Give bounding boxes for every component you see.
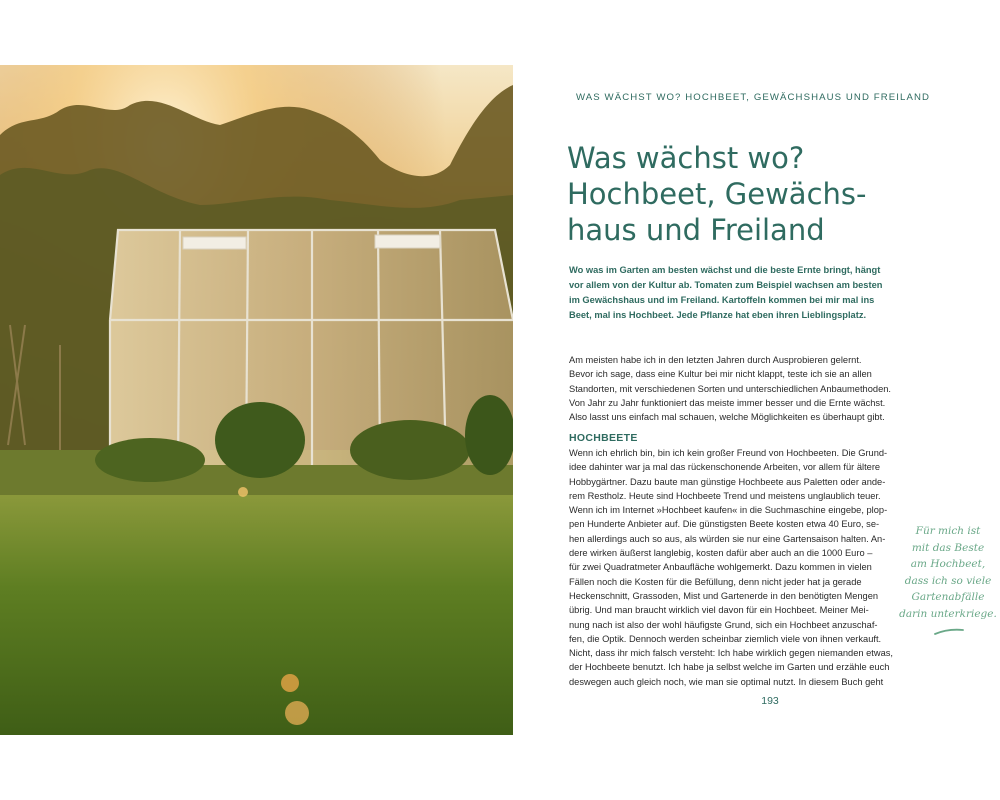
greenhouse-photo-drawing bbox=[0, 65, 513, 735]
handwritten-side-note bbox=[898, 523, 998, 622]
chapter-title-line: Hochbeet, Gewächs- bbox=[567, 177, 867, 211]
body-line: Also lasst uns einfach mal schauen, welche Möglichkeiten es überhaupt gibt. bbox=[569, 412, 885, 423]
chapter-title bbox=[567, 140, 907, 248]
body-line: Standorten, mit verschiedenen Sorten und unterschiedlichen Anbaumethoden. bbox=[569, 383, 891, 394]
running-head: WAS WÄCHST WO? HOCHBEET, GEWÄCHSHAUS UND FREILAND bbox=[576, 92, 930, 103]
side-note-line: darin unterkriege. bbox=[899, 607, 997, 620]
side-note-line: dass ich so viele bbox=[904, 574, 992, 587]
body-line: der Hochbeete benutzt. Ich habe ja selbst welche im Garten und erzähle euch bbox=[569, 662, 890, 673]
body-line: übrig. Und man braucht wirklich viel davon für ein Hochbeet. Meiner Mei- bbox=[569, 605, 869, 616]
intro-line: Wo was im Garten am besten wächst und die beste Ernte bringt, hängt bbox=[569, 265, 881, 275]
body-line: Heckenschnitt, Grassoden, Mist und Gartenerde in den benötigten Mengen bbox=[569, 590, 879, 601]
side-note-line: Für mich ist bbox=[915, 525, 981, 537]
body-line: rem Restholz. Heute sind Hochbeete Trend und meistens unglaublich teuer. bbox=[569, 490, 881, 501]
greenhouse-photo bbox=[0, 65, 513, 735]
body-paragraph-1 bbox=[569, 353, 899, 424]
body-line: fen, die Optik. Dennoch werden scheinbar ziemlich viele von ihnen verkauft. bbox=[569, 633, 882, 644]
body-line: dere wirken äußerst langlebig, kosten dafür aber auch an die 1000 Euro – bbox=[569, 548, 873, 559]
intro-line: vor allem von der Kultur ab. Tomaten zum Beispiel wachsen am besten bbox=[569, 280, 883, 290]
body-line: idee dahinter war ja mal das rückenschonende Arbeiten, vor allem für ältere bbox=[569, 462, 881, 473]
body-line: Wenn ich im Internet »Hochbeet kaufen« in die Suchmaschine eingebe, plop- bbox=[569, 505, 888, 516]
swash-underline-icon bbox=[934, 627, 964, 637]
body-line: für zwei Quadratmeter Anbaufläche wohlgemerkt. Dazu kommen in vielen bbox=[569, 562, 872, 573]
body-line: deswegen auch gleich noch, wie man sie optimal nutzt. In diesem Buch geht bbox=[569, 676, 884, 687]
body-line: pen Hunderte Anbieter auf. Die günstigsten Beete kosten etwa 40 Euro, se- bbox=[569, 519, 880, 530]
section-heading: HOCHBEETE bbox=[569, 432, 638, 444]
intro-line: im Gewächshaus und im Freiland. Kartoffeln kommen bei mir mal ins bbox=[569, 295, 875, 305]
body-line: hen allerdings auch so aus, als würden sie nur eine Gartensaison halten. An- bbox=[569, 533, 886, 544]
body-line: Wenn ich ehrlich bin, bin ich kein großer Freund von Hochbeeten. Die Grund- bbox=[569, 448, 888, 458]
side-note-line: Gartenabfälle bbox=[911, 591, 985, 603]
body-line: Hobbygärtner. Dazu baute man günstige Hochbeete aus Paletten oder ande- bbox=[569, 476, 886, 487]
chapter-title-line: haus und Freiland bbox=[567, 213, 825, 247]
intro-paragraph bbox=[569, 263, 909, 323]
intro-line: Beet, mal ins Hochbeet. Jede Pflanze hat eben ihren Lieblingsplatz. bbox=[569, 310, 867, 320]
side-note-line: mit das Beste bbox=[911, 541, 985, 554]
body-line: Bevor ich sage, dass eine Kultur bei mir nicht klappt, teste ich sie an allen bbox=[569, 369, 872, 380]
body-line: nung nach ist also der wohl häufigste Grund, sich ein Hochbeet anzuschaf- bbox=[569, 619, 878, 630]
body-line: Von Jahr zu Jahr funktioniert das meiste immer besser und die Ernte wächst. bbox=[569, 397, 886, 408]
body-line: Nicht, dass ihr mich falsch versteht: Ich habe wirklich gegen niemanden etwas, bbox=[569, 648, 893, 659]
chapter-title-line: Was wächst wo? bbox=[567, 141, 805, 175]
body-line: Am meisten habe ich in den letzten Jahren durch Ausprobieren gelernt. bbox=[569, 355, 862, 365]
side-note-line: am Hochbeet, bbox=[910, 558, 986, 570]
body-paragraph-2 bbox=[569, 446, 899, 689]
page-number: 193 bbox=[761, 695, 779, 707]
body-line: Fällen noch die Kosten für die Befüllung, denn nicht jeder hat ja gerade bbox=[569, 576, 862, 587]
